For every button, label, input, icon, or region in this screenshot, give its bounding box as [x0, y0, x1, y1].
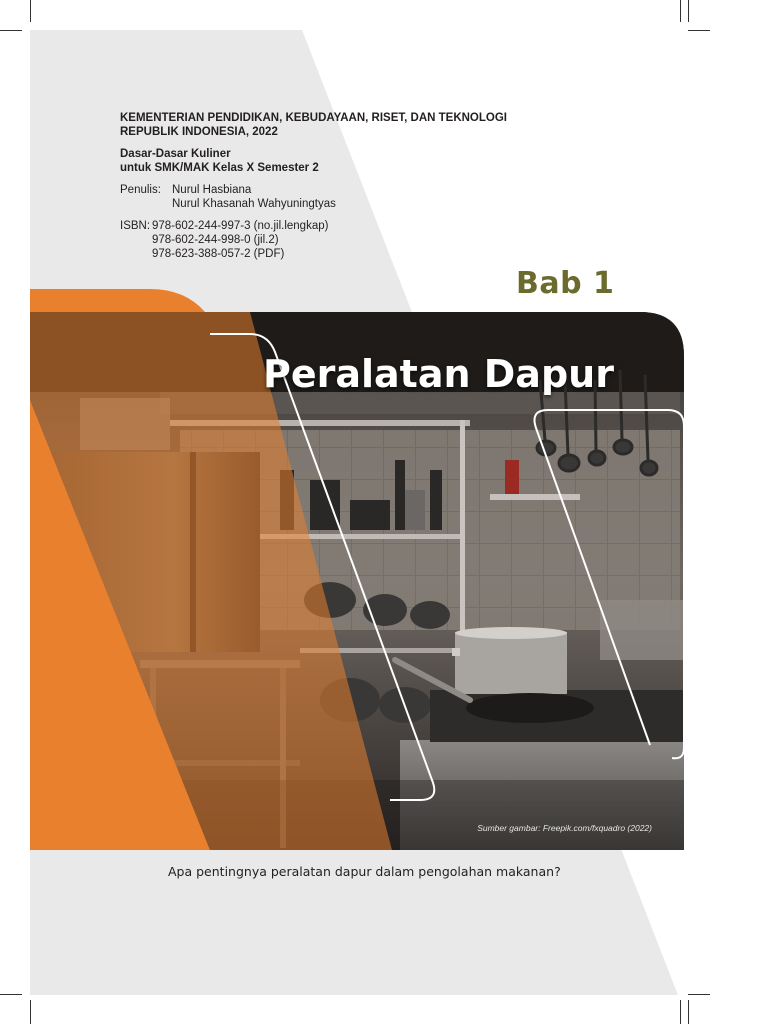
book-title-line-2: untuk SMK/MAK Kelas X Semester 2: [120, 162, 319, 174]
crop-mark: [0, 994, 22, 995]
isbn-row: [120, 219, 507, 233]
guiding-question: Apa pentingnya peralatan dapur dalam pengolahan makanan?: [168, 864, 561, 879]
image-credit: Sumber gambar: Freepik.com/fxquadro (2022): [477, 823, 652, 833]
crop-mark: [30, 1000, 31, 1024]
isbn-value: 978-602-244-998-0 (jil.2): [152, 234, 279, 246]
author-name: Nurul Hasbiana: [172, 184, 252, 196]
crop-mark: [0, 30, 22, 31]
crop-mark: [688, 30, 710, 31]
publication-info: [120, 111, 507, 261]
isbn-label: ISBN:: [120, 220, 151, 232]
publisher-line-1: KEMENTERIAN PENDIDIKAN, KEBUDAYAAN, RISET, DAN TEKNOLOGI: [120, 112, 507, 124]
isbn-value: 978-602-244-997-3 (no.jil.lengkap): [152, 220, 329, 232]
author-label: Penulis:: [120, 184, 161, 196]
crop-mark: [30, 0, 31, 22]
crop-mark: [688, 0, 689, 22]
crop-mark: [688, 994, 710, 995]
crop-mark: [688, 1000, 689, 1024]
crop-mark: [680, 1000, 681, 1024]
chapter-number: Bab 1: [516, 266, 615, 301]
crop-mark: [680, 0, 681, 22]
isbn-value: 978-623-388-057-2 (PDF): [152, 248, 285, 260]
author-row: [120, 183, 507, 197]
publisher-line-2: REPUBLIK INDONESIA, 2022: [120, 126, 278, 138]
book-title-line-1: Dasar-Dasar Kuliner: [120, 148, 231, 160]
author-name: Nurul Khasanah Wahyuningtyas: [172, 198, 336, 210]
chapter-title: Peralatan Dapur: [263, 352, 614, 396]
